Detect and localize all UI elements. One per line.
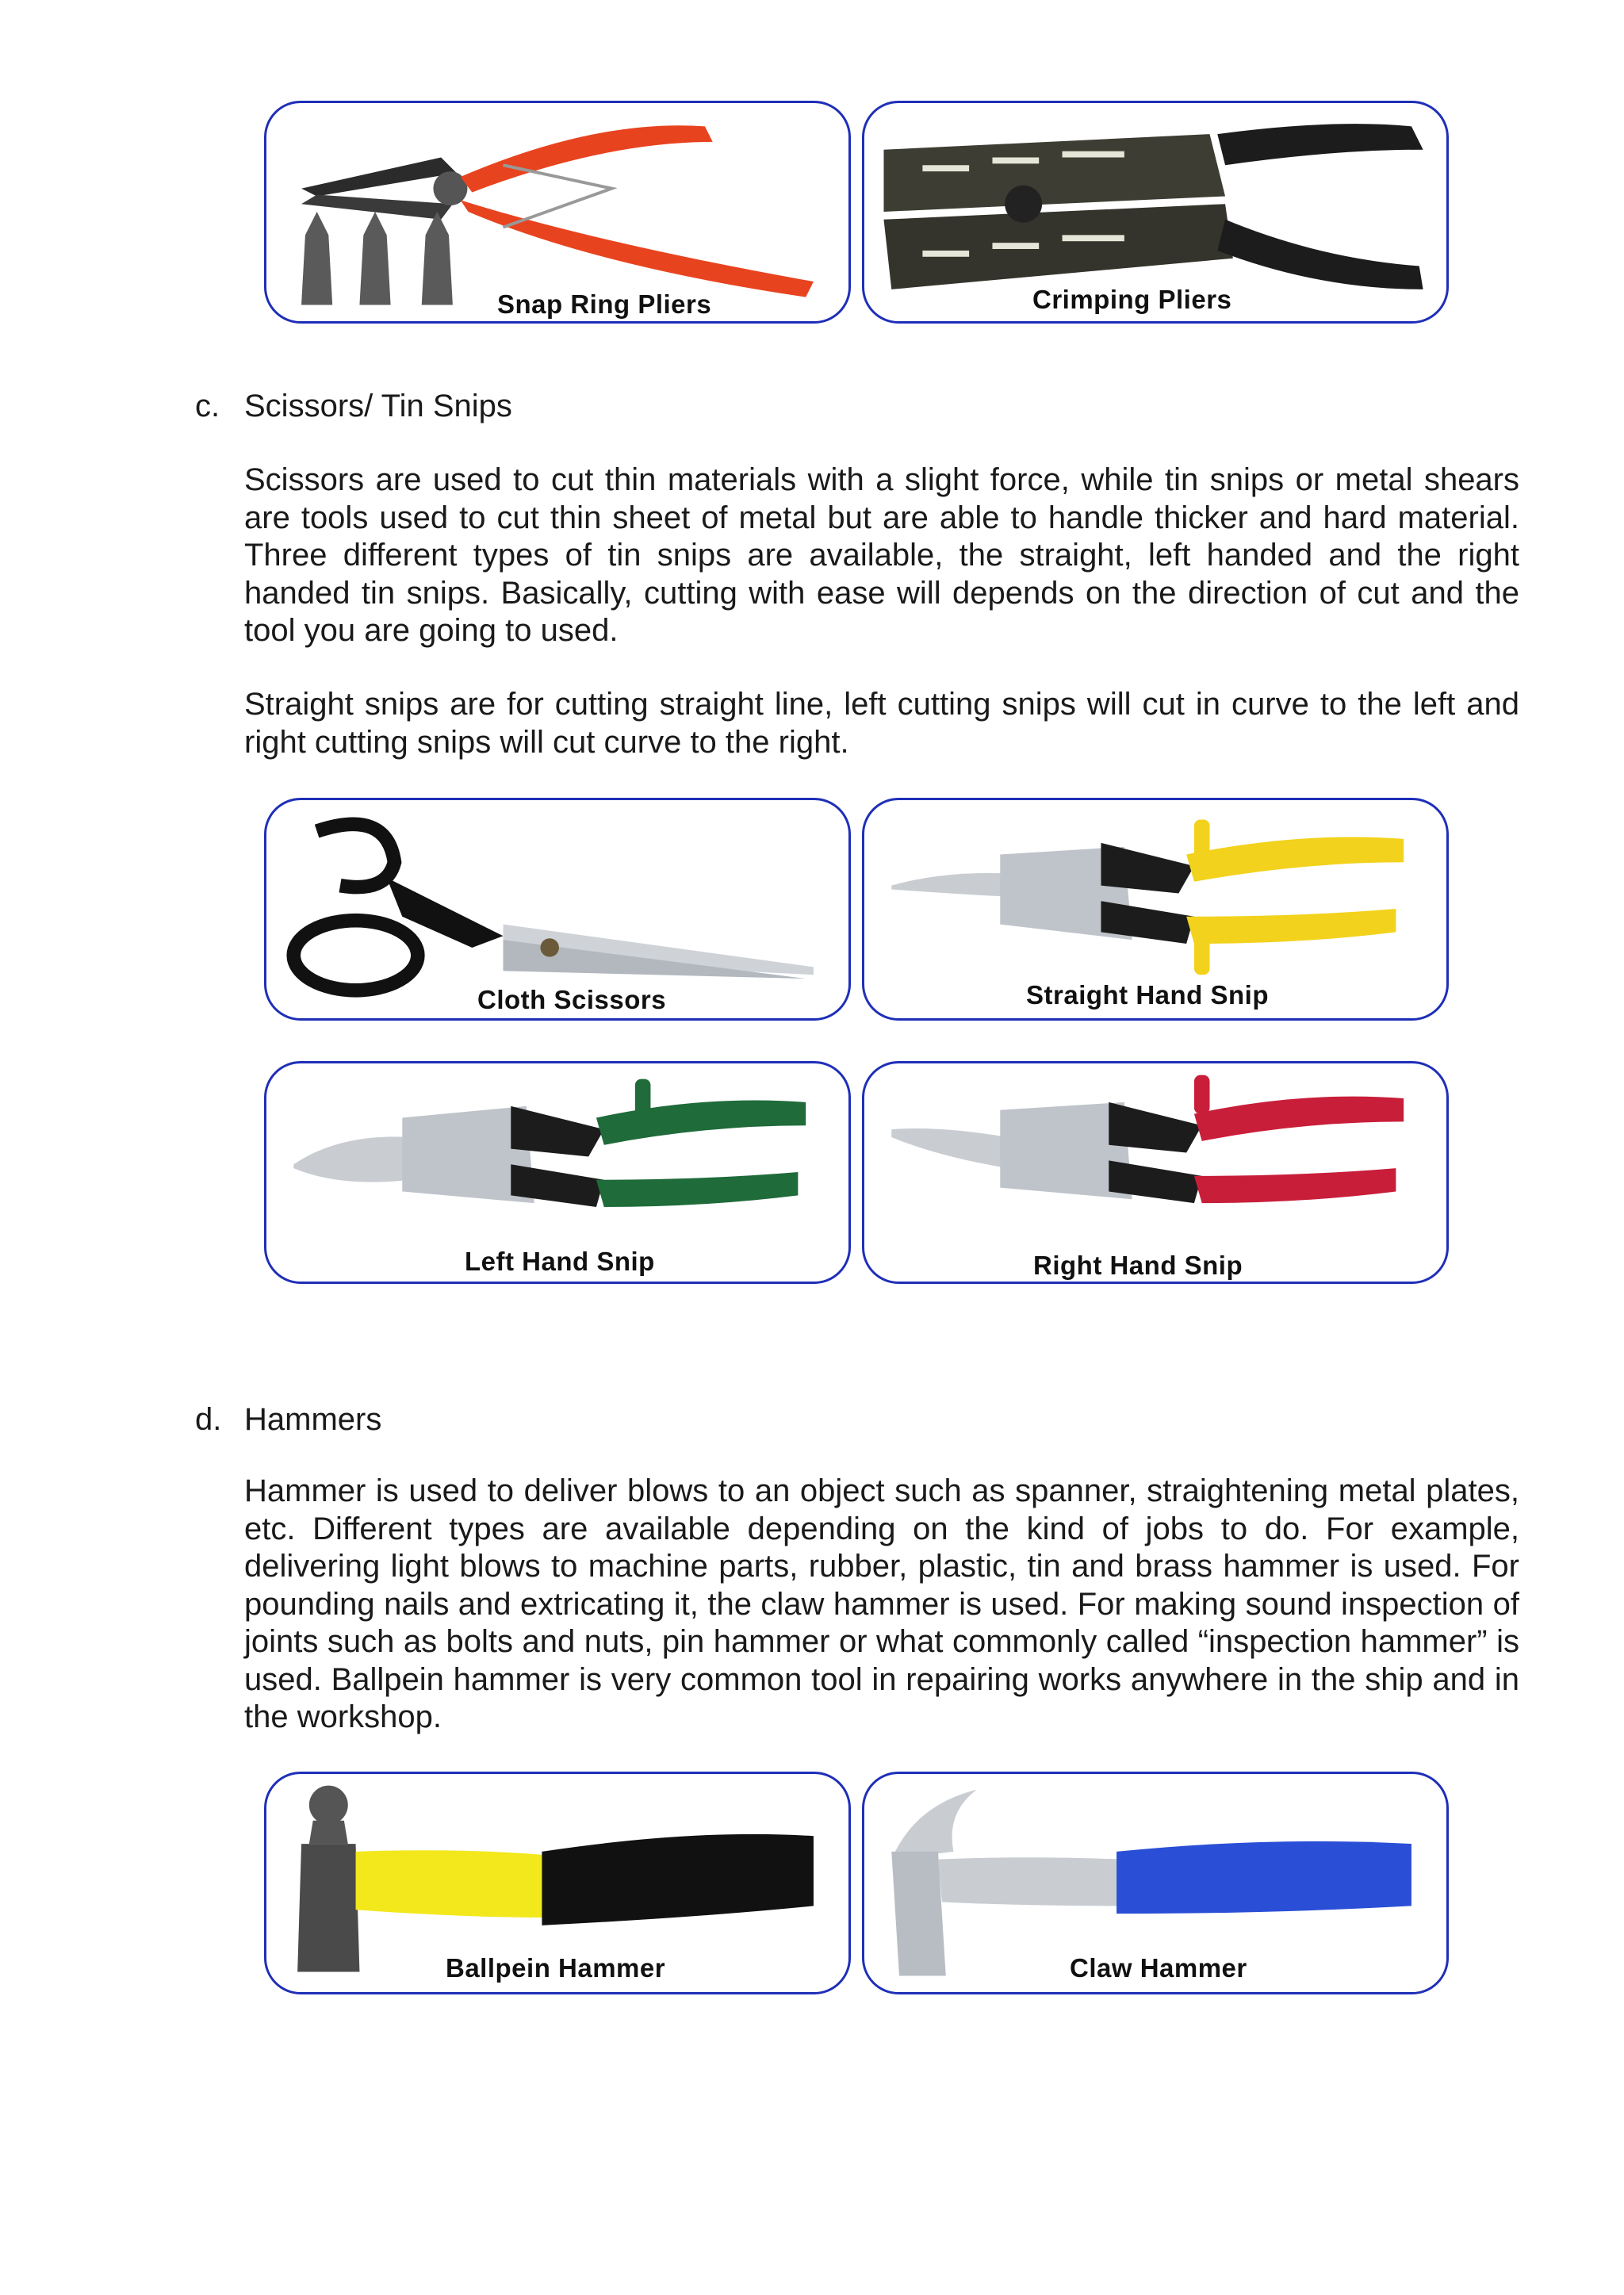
section-d-letter: d. bbox=[195, 1402, 222, 1437]
section-c-title: Scissors/ Tin Snips bbox=[244, 389, 512, 423]
figure-claw-hammer bbox=[862, 1772, 1449, 1994]
section-d-paragraph-1: Hammer is used to deliver blows to an object such as spanner, straightening metal plates, etc. Different types are available depending on the kind of jobs to do. For example, delivering light blows to machine parts, rubber, plastic, tin and brass hammer is used. For pounding nails and extricating it, the claw hammer is used. For making sound inspection of joints such as bolts and nuts, pin hammer or what commonly called “inspection hammer” is used. Ballpein hammer is very common tool in repairing works anywhere in the ship and in the workshop. bbox=[244, 1473, 1519, 1734]
caption-ballpein-hammer: Ballpein Hammer bbox=[446, 1953, 666, 1983]
figure-left-hand-snip bbox=[264, 1061, 851, 1284]
caption-straight-hand-snip: Straight Hand Snip bbox=[1026, 980, 1269, 1010]
figure-crimping-pliers bbox=[862, 101, 1449, 324]
figure-straight-hand-snip bbox=[862, 798, 1449, 1021]
right-hand-snip-image bbox=[864, 1063, 1446, 1282]
caption-right-hand-snip: Right Hand Snip bbox=[1033, 1251, 1243, 1280]
caption-cloth-scissors: Cloth Scissors bbox=[477, 985, 667, 1014]
section-c-paragraph-2: Straight snips are for cutting straight line, left cutting snips will cut in curve to the left and right cutting snips will cut curve to the right. bbox=[244, 687, 1519, 760]
caption-left-hand-snip: Left Hand Snip bbox=[465, 1247, 655, 1276]
section-c-letter: c. bbox=[195, 389, 220, 423]
figure-ballpein-hammer bbox=[264, 1772, 851, 1994]
figure-cloth-scissors bbox=[264, 798, 851, 1021]
caption-crimping-pliers: Crimping Pliers bbox=[1032, 285, 1232, 314]
section-d-title: Hammers bbox=[244, 1402, 382, 1437]
snap-ring-pliers-image bbox=[266, 103, 848, 321]
figure-snap-ring-pliers bbox=[264, 101, 851, 324]
section-c-paragraph-1: Scissors are used to cut thin materials with a slight force, while tin snips or metal shears are tools used to cut thin sheet of metal but are able to handle thicker and hard material. Three different types of tin snips are available, the straight, left handed and the right handed tin snips. Basically, cutting with ease will depends on the direction of cut and the tool you are going to used. bbox=[244, 462, 1519, 648]
caption-claw-hammer: Claw Hammer bbox=[1070, 1953, 1247, 1983]
caption-snap-ring-pliers: Snap Ring Pliers bbox=[497, 289, 712, 319]
figure-right-hand-snip bbox=[862, 1061, 1449, 1284]
